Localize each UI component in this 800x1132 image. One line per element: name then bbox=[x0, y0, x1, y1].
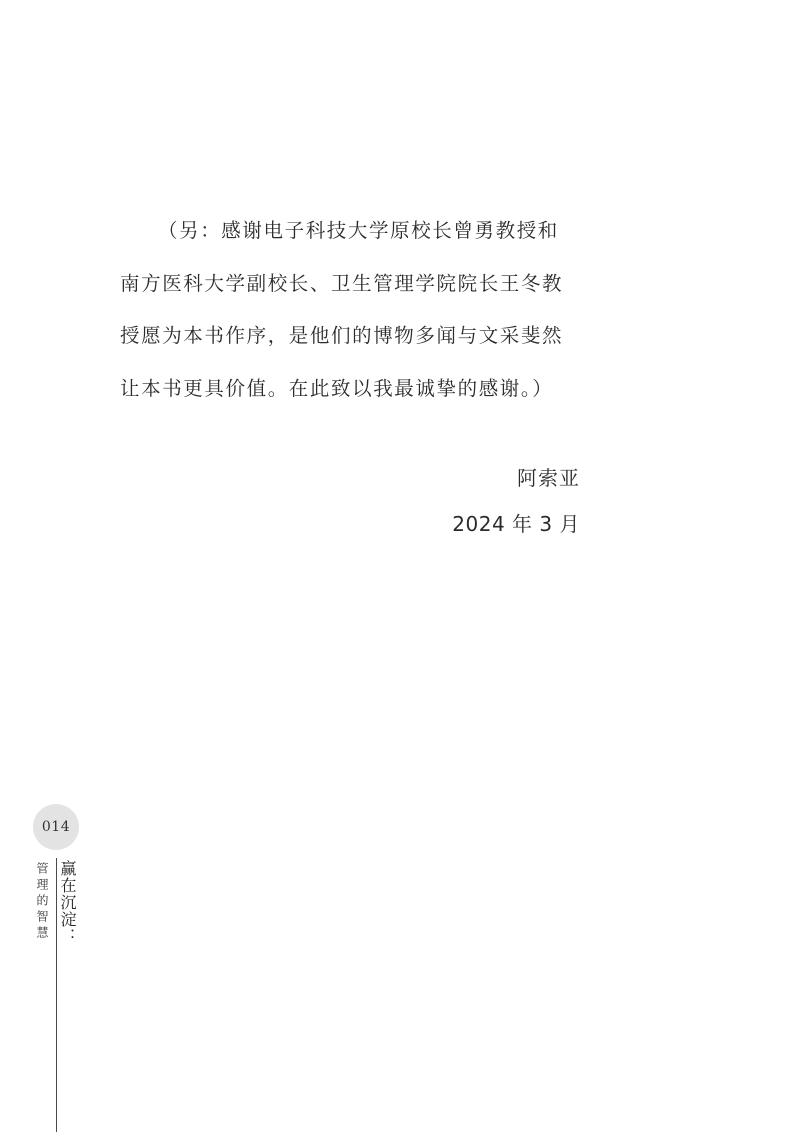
author-signature: 阿索亚 bbox=[517, 466, 580, 490]
paragraph-line-3: 授愿为本书作序，是他们的博物多闻与文采斐然 bbox=[120, 324, 564, 347]
running-subtitle: 管理的智慧 bbox=[35, 862, 49, 942]
signature-date: 2024 年 3 月 bbox=[452, 512, 580, 536]
paragraph-line-1: （另：感谢电子科技大学原校长曾勇教授和 bbox=[158, 219, 559, 242]
paragraph-line-4: 让本书更具价值。在此致以我最诚挚的感谢。） bbox=[120, 376, 554, 400]
acknowledgement-paragraph bbox=[120, 205, 590, 415]
running-title: 赢在沉淀： bbox=[58, 860, 77, 945]
page-number-badge bbox=[33, 804, 79, 850]
paragraph-line-2: 南方医科大学副校长、卫生管理学院院长王冬教 bbox=[120, 271, 564, 295]
page-number: 014 bbox=[41, 819, 71, 835]
